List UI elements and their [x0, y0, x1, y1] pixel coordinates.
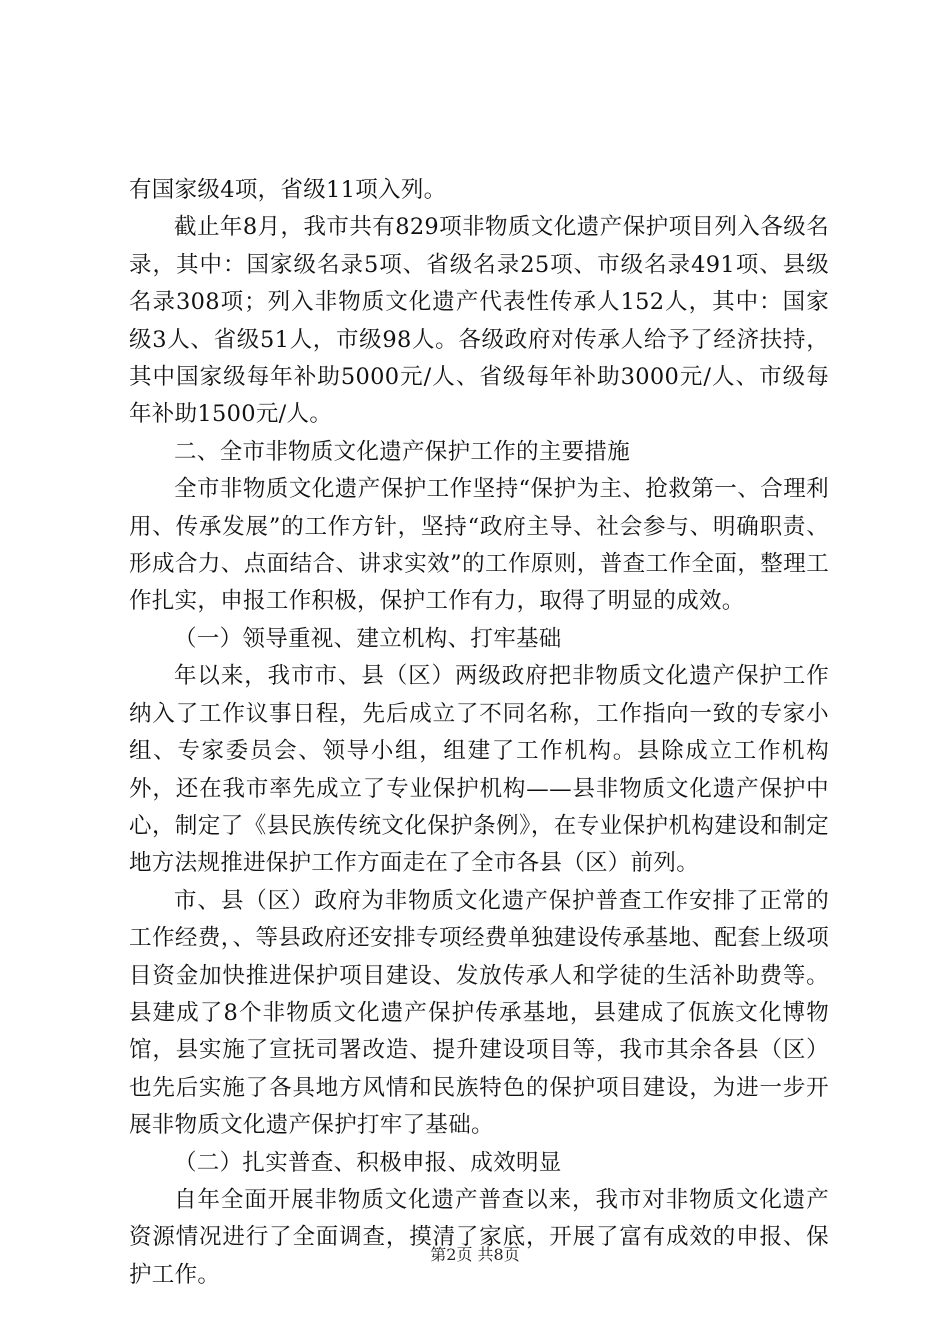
- document-body: [129, 172, 829, 1294]
- paragraph-survey: 自年全面开展非物质文化遗产普查以来，我市对非物质文化遗产资源情况进行了全面调查，摸清了家底，开展了富有成效的申报、保护工作。: [129, 1186, 829, 1288]
- paragraph-institutions: 年以来，我市市、县（区）两级政府把非物质文化遗产保护工作纳入了工作议事日程，先后成立了不同名称，工作指向一致的专家小组、专家委员会、领导小组，组建了工作机构。县除成立工作机构外，还在我市率先成立了专业保护机构——县非物质文化遗产保护中心，制定了《县民族传统文化保护条例》，在专业保护机构建设和制定地方法规推进保护工作方面走在了全市各县（区）前列。: [129, 663, 829, 877]
- section-heading-measures: 二、全市非物质文化遗产保护工作的主要措施: [174, 438, 631, 465]
- paragraph-statistics: 截止年8月，我市共有829项非物质文化遗产保护项目列入各级名录，其中：国家级名录5项、省级名录25项、市级名录491项、县级名录308项；列入非物质文化遗产代表性传承人152人，其中：国家级3人、省级51人，市级98人。各级政府对传承人给予了经济扶持，其中国家级每年补助5000元/人、省级每年补助3000元/人、市级每年补助1500元/人。: [129, 214, 829, 428]
- paragraph-continuation: 有国家级4项，省级11项入列。: [129, 177, 447, 203]
- subsection-heading-2: （二）扎实普查、积极申报、成效明显: [174, 1149, 562, 1176]
- subsection-heading-1: （一）领导重视、建立机构、打牢基础: [174, 625, 562, 652]
- page-footer: 第2页 共8页: [430, 1245, 520, 1264]
- paragraph-funding: 市、县（区）政府为非物质文化遗产保护普查工作安排了正常的工作经费，、等县政府还安排专项经费单独建设传承基地、配套上级项目资金加快推进保护项目建设、发放传承人和学徒的生活补助费等。县建成了8个非物质文化遗产保护传承基地，县建成了佤族文化博物馆，县实施了宣抚司署改造、提升建设项目等，我市其余各县（区）也先后实施了各具地方风情和民族特色的保护项目建设，为进一步开展非物质文化遗产保护打牢了基础。: [129, 887, 829, 1139]
- paragraph-principles: 全市非物质文化遗产保护工作坚持“保护为主、抢救第一、合理利用、传承发展”的工作方针，坚持“政府主导、社会参与、明确职责、形成合力、点面结合、讲求实效”的工作原则，普查工作全面，整理工作扎实，申报工作积极，保护工作有力，取得了明显的成效。: [129, 476, 829, 615]
